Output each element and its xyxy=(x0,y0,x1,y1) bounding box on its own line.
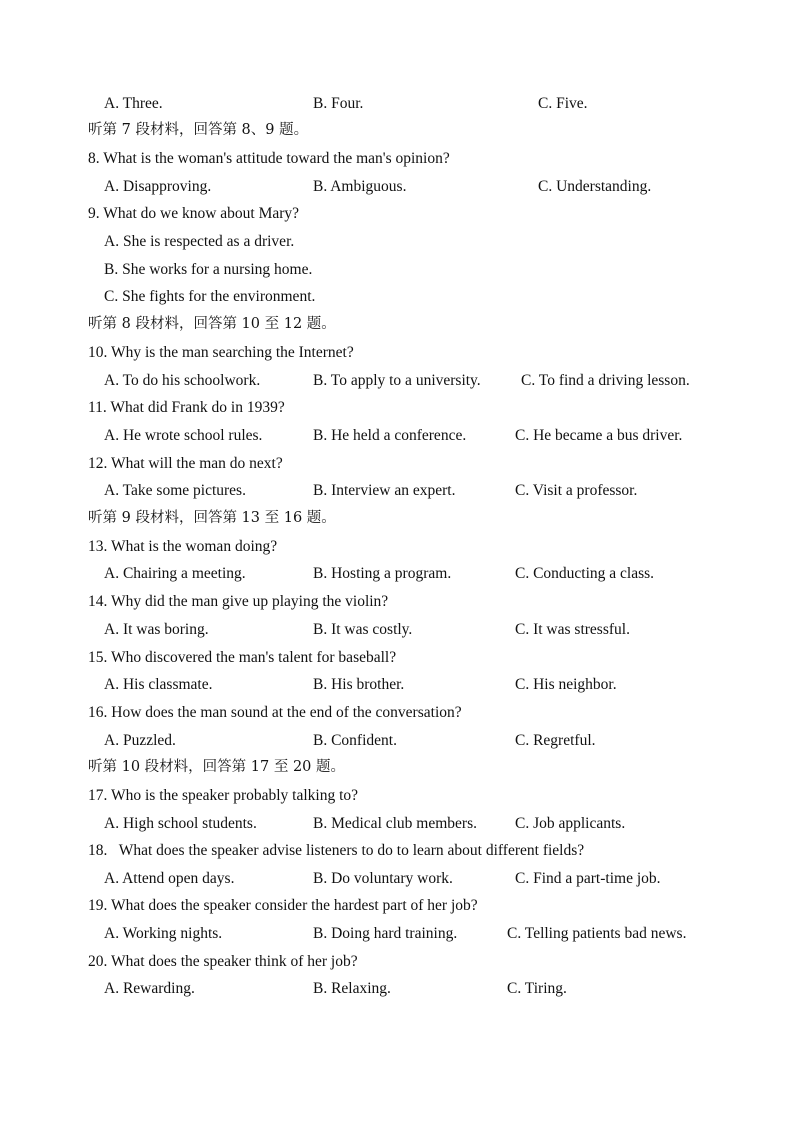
question-19-stem: 19. What does the speaker consider the hardest part of her job? xyxy=(88,897,478,914)
option-a: A. Working nights. xyxy=(104,925,223,942)
option-c: C. It was stressful. xyxy=(515,621,630,638)
question-15-options xyxy=(0,671,794,698)
question-9-option-a: A. She is respected as a driver. xyxy=(104,233,295,250)
option-b: B. His brother. xyxy=(313,676,405,693)
question-9-option-b: B. She works for a nursing home. xyxy=(104,261,313,278)
section-heading-10: 听第 10 段材料，回答第 17 至 20 题。 xyxy=(88,759,346,775)
option-b: B. Ambiguous. xyxy=(313,178,407,195)
question-9-option-c: C. She fights for the environment. xyxy=(104,288,316,305)
option-b: B. Relaxing. xyxy=(313,980,391,997)
question-17-stem: 17. Who is the speaker probably talking to? xyxy=(88,787,359,804)
question-9-stem: 9. What do we know about Mary? xyxy=(88,205,300,222)
option-b: B. It was costly. xyxy=(313,621,413,638)
question-12-options xyxy=(0,477,794,504)
question-20-options xyxy=(0,975,794,1002)
question-10-options xyxy=(0,367,794,394)
option-b: B. To apply to a university. xyxy=(313,372,481,389)
option-c: C. His neighbor. xyxy=(515,676,617,693)
section-heading-9: 听第 9 段材料，回答第 13 至 16 题。 xyxy=(88,510,336,526)
option-c: C. Understanding. xyxy=(538,178,652,195)
option-b: B. Four. xyxy=(313,95,364,112)
option-a: A. He wrote school rules. xyxy=(104,427,263,444)
option-b: B. Interview an expert. xyxy=(313,482,456,499)
option-a: A. Three. xyxy=(104,95,163,112)
option-c: C. Visit a professor. xyxy=(515,482,638,499)
question-13-options xyxy=(0,560,794,587)
question-8-stem: 8. What is the woman's attitude toward the man's opinion? xyxy=(88,150,450,167)
option-a: A. It was boring. xyxy=(104,621,209,638)
question-17-options xyxy=(0,810,794,837)
option-a: A. Take some pictures. xyxy=(104,482,246,499)
question-10-stem: 10. Why is the man searching the Internet? xyxy=(88,344,354,361)
question-14-options xyxy=(0,616,794,643)
question-18-options xyxy=(0,865,794,892)
section-heading-7: 听第 7 段材料，回答第 8、9 题。 xyxy=(88,122,309,138)
option-b: B. He held a conference. xyxy=(313,427,467,444)
option-a: A. Chairing a meeting. xyxy=(104,565,246,582)
option-b: B. Do voluntary work. xyxy=(313,870,453,887)
question-20-stem: 20. What does the speaker think of her job? xyxy=(88,953,358,970)
option-a: A. Disapproving. xyxy=(104,178,212,195)
option-c: C. Job applicants. xyxy=(515,815,626,832)
option-a: A. Attend open days. xyxy=(104,870,235,887)
question-16-options xyxy=(0,727,794,754)
section-heading-8: 听第 8 段材料，回答第 10 至 12 题。 xyxy=(88,316,336,332)
question-12-stem: 12. What will the man do next? xyxy=(88,455,283,472)
option-b: B. Doing hard training. xyxy=(313,925,458,942)
question-8-options xyxy=(0,173,794,200)
option-b: B. Confident. xyxy=(313,732,397,749)
q7-options xyxy=(0,90,794,117)
question-16-stem: 16. How does the man sound at the end of the conversation? xyxy=(88,704,462,721)
option-c: C. To find a driving lesson. xyxy=(521,372,690,389)
question-15-stem: 15. Who discovered the man's talent for baseball? xyxy=(88,649,397,666)
option-a: A. To do his schoolwork. xyxy=(104,372,261,389)
option-a: A. High school students. xyxy=(104,815,257,832)
question-18-stem: 18. What does the speaker advise listeners to do to learn about different fields? xyxy=(88,842,585,859)
option-c: C. Tiring. xyxy=(507,980,567,997)
option-a: A. Rewarding. xyxy=(104,980,195,997)
option-c: C. Five. xyxy=(538,95,588,112)
option-c: C. He became a bus driver. xyxy=(515,427,683,444)
question-14-stem: 14. Why did the man give up playing the violin? xyxy=(88,593,389,610)
question-11-options xyxy=(0,422,794,449)
option-b: B. Hosting a program. xyxy=(313,565,452,582)
question-11-stem: 11. What did Frank do in 1939? xyxy=(88,399,285,416)
option-c: C. Find a part-time job. xyxy=(515,870,661,887)
question-13-stem: 13. What is the woman doing? xyxy=(88,538,278,555)
option-b: B. Medical club members. xyxy=(313,815,477,832)
question-19-options xyxy=(0,920,794,947)
option-a: A. His classmate. xyxy=(104,676,213,693)
option-c: C. Telling patients bad news. xyxy=(507,925,687,942)
option-c: C. Regretful. xyxy=(515,732,596,749)
option-a: A. Puzzled. xyxy=(104,732,176,749)
option-c: C. Conducting a class. xyxy=(515,565,655,582)
